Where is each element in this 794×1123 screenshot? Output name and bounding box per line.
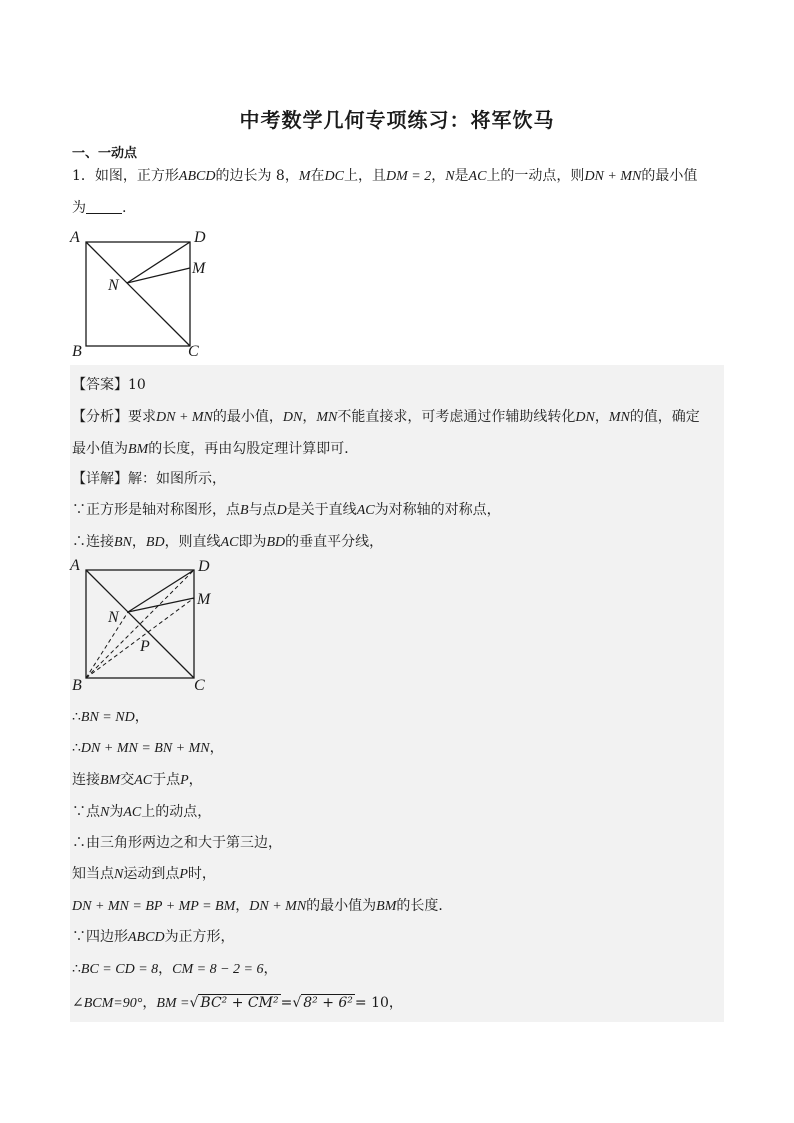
label-a: A bbox=[70, 557, 80, 574]
math: DN + MN bbox=[249, 899, 307, 914]
text: ， bbox=[142, 995, 157, 1011]
detail-intro bbox=[72, 468, 226, 488]
detail-step-5 bbox=[72, 769, 203, 789]
math: ABCD bbox=[128, 930, 165, 945]
text: ， bbox=[594, 409, 609, 425]
math: P bbox=[180, 773, 189, 788]
sqrt-radicand-2: 8² + 6² bbox=[303, 995, 353, 1011]
figure-square-2 bbox=[66, 554, 226, 694]
math: BN bbox=[114, 535, 132, 550]
text: 最小值为 bbox=[72, 441, 128, 457]
math: ∠BCM=90° bbox=[72, 996, 143, 1011]
text: 上，且 bbox=[343, 168, 386, 184]
math: DC bbox=[324, 169, 344, 184]
text: ， bbox=[431, 168, 446, 184]
math: AC bbox=[134, 773, 153, 788]
math: BD bbox=[266, 535, 286, 550]
math: = 10 bbox=[354, 995, 389, 1011]
text: 是 bbox=[454, 168, 469, 184]
detail-step-12 bbox=[72, 992, 403, 1012]
detail-step-6 bbox=[72, 801, 211, 821]
answer-blank[interactable] bbox=[86, 201, 122, 214]
label-c: C bbox=[188, 343, 199, 360]
diagonal-ac bbox=[86, 242, 190, 346]
label-d: D bbox=[198, 558, 210, 575]
text: 的垂直平分线， bbox=[285, 534, 384, 550]
math: DN + MN bbox=[156, 410, 213, 425]
text: ， bbox=[235, 898, 250, 914]
label-b: B bbox=[72, 677, 82, 694]
answer-line bbox=[72, 374, 146, 394]
analysis-tag: 【分析】 bbox=[72, 409, 128, 425]
text: ∴由三角形两边之和大于第三边， bbox=[72, 835, 282, 851]
figure-square-1 bbox=[66, 226, 216, 361]
text: 即为 bbox=[238, 534, 267, 550]
text: 交 bbox=[120, 772, 135, 788]
text: 为 bbox=[109, 804, 124, 820]
label-a: A bbox=[70, 229, 80, 246]
math: D bbox=[276, 503, 287, 518]
text: 的值，确定 bbox=[629, 409, 700, 425]
text: 为正方形， bbox=[164, 929, 235, 945]
math: AC bbox=[356, 503, 375, 518]
text: 的长度． bbox=[396, 898, 453, 914]
text: . bbox=[122, 200, 127, 216]
label-n: N bbox=[108, 277, 119, 294]
text: 不能直接求，可考虑通过作辅助线转化 bbox=[337, 409, 576, 425]
text: ∴连接 bbox=[72, 534, 114, 550]
analysis-line-2 bbox=[72, 438, 358, 458]
text: ， bbox=[388, 995, 403, 1011]
detail-step-4 bbox=[72, 737, 224, 757]
text: ， bbox=[131, 534, 146, 550]
math: BC = CD = 8 bbox=[80, 962, 159, 977]
math: MN bbox=[316, 410, 338, 425]
question-line-1 bbox=[72, 165, 697, 185]
text: 的边长为 8， bbox=[215, 168, 299, 184]
math: P bbox=[179, 867, 188, 882]
text: 是关于直线 bbox=[286, 502, 357, 518]
text: = bbox=[280, 995, 293, 1011]
detail-step-10 bbox=[72, 926, 235, 946]
label-m: M bbox=[192, 260, 206, 277]
math: DN bbox=[575, 410, 595, 425]
label-b: B bbox=[72, 343, 82, 360]
math: N bbox=[114, 867, 124, 882]
text: 为对称轴的对称点， bbox=[374, 502, 501, 518]
sqrt-radicand-1: BC² + CM² bbox=[200, 995, 279, 1011]
text: 连接 bbox=[72, 772, 100, 788]
math: AC bbox=[220, 535, 239, 550]
math: N bbox=[445, 169, 455, 184]
math: M bbox=[298, 169, 311, 184]
answer-value: 10 bbox=[128, 377, 146, 393]
math: B bbox=[240, 503, 249, 518]
math: BM bbox=[376, 899, 397, 914]
label-p: P bbox=[140, 638, 150, 655]
text: ∴ bbox=[72, 961, 81, 977]
analysis-line-1 bbox=[72, 406, 700, 426]
math: BM bbox=[128, 442, 149, 457]
math: ABCD bbox=[178, 169, 216, 184]
detail-step-9 bbox=[72, 895, 452, 915]
sqrt-sign: √ bbox=[189, 995, 199, 1011]
text: ， bbox=[134, 709, 149, 725]
text: ， bbox=[188, 772, 203, 788]
text: 要求 bbox=[128, 409, 156, 425]
math: DN + MN = BN + MN bbox=[80, 741, 210, 756]
text: ∵四边形 bbox=[72, 929, 128, 945]
segment-nd bbox=[127, 242, 190, 283]
label-d: D bbox=[194, 229, 206, 246]
text: ， bbox=[209, 740, 224, 756]
text: 1．如图，正方形 bbox=[72, 168, 179, 184]
math: CM = 8 − 2 = 6 bbox=[172, 962, 264, 977]
text: ，则直线 bbox=[164, 534, 221, 550]
text: 上的一动点，则 bbox=[486, 168, 585, 184]
math: DN + MN bbox=[584, 169, 642, 184]
text: 时， bbox=[187, 866, 216, 882]
math: AC bbox=[123, 805, 142, 820]
text: 知当点 bbox=[72, 866, 114, 882]
detail-tag: 【详解】 bbox=[72, 471, 128, 487]
text: 的长度，再由勾股定理计算即可． bbox=[148, 441, 359, 457]
text: 上的动点， bbox=[141, 804, 212, 820]
text: ∴ bbox=[72, 740, 81, 756]
text: 与点 bbox=[248, 502, 277, 518]
math: DN bbox=[282, 410, 303, 425]
math: BN = ND bbox=[80, 710, 135, 725]
text: 在 bbox=[310, 168, 325, 184]
label-n: N bbox=[108, 609, 119, 626]
detail-step-3 bbox=[72, 706, 149, 726]
detail-step-8 bbox=[72, 863, 216, 883]
label-c: C bbox=[194, 677, 205, 694]
text: 运动到点 bbox=[123, 866, 180, 882]
text: 解：如图所示， bbox=[128, 471, 226, 487]
detail-step-7 bbox=[72, 832, 282, 852]
page-title: 中考数学几何专项练习：将军饮马 bbox=[239, 108, 555, 132]
math: DN + MN = BP + MP = BM bbox=[72, 899, 236, 914]
text: 的最小值， bbox=[212, 409, 283, 425]
text: ∴ bbox=[72, 709, 81, 725]
text: 为 bbox=[72, 200, 86, 216]
math: AC bbox=[468, 169, 487, 184]
question-line-2 bbox=[72, 197, 126, 217]
text: 于点 bbox=[152, 772, 181, 788]
answer-tag: 【答案】 bbox=[72, 377, 128, 393]
math: BD bbox=[145, 535, 165, 550]
dashed-bn bbox=[86, 612, 128, 678]
section-heading: 一、一动点 bbox=[72, 146, 138, 161]
text: 的最小值 bbox=[641, 168, 698, 184]
label-m: M bbox=[197, 591, 211, 608]
detail-step-1 bbox=[72, 499, 501, 519]
math: BM = bbox=[156, 996, 190, 1011]
text: ， bbox=[302, 409, 317, 425]
sqrt-sign: √ bbox=[292, 995, 302, 1011]
detail-step-2 bbox=[72, 531, 383, 551]
text: ∵正方形是轴对称图形，点 bbox=[72, 502, 240, 518]
text: ， bbox=[263, 961, 278, 977]
detail-step-11 bbox=[72, 958, 278, 978]
text: ∵点 bbox=[72, 804, 100, 820]
math: DM = 2 bbox=[385, 169, 432, 184]
text: 的最小值为 bbox=[306, 898, 377, 914]
text: ， bbox=[158, 961, 173, 977]
math: N bbox=[100, 805, 110, 820]
math: MN bbox=[608, 410, 630, 425]
math: BM bbox=[100, 773, 121, 788]
segment-nm bbox=[127, 268, 190, 283]
